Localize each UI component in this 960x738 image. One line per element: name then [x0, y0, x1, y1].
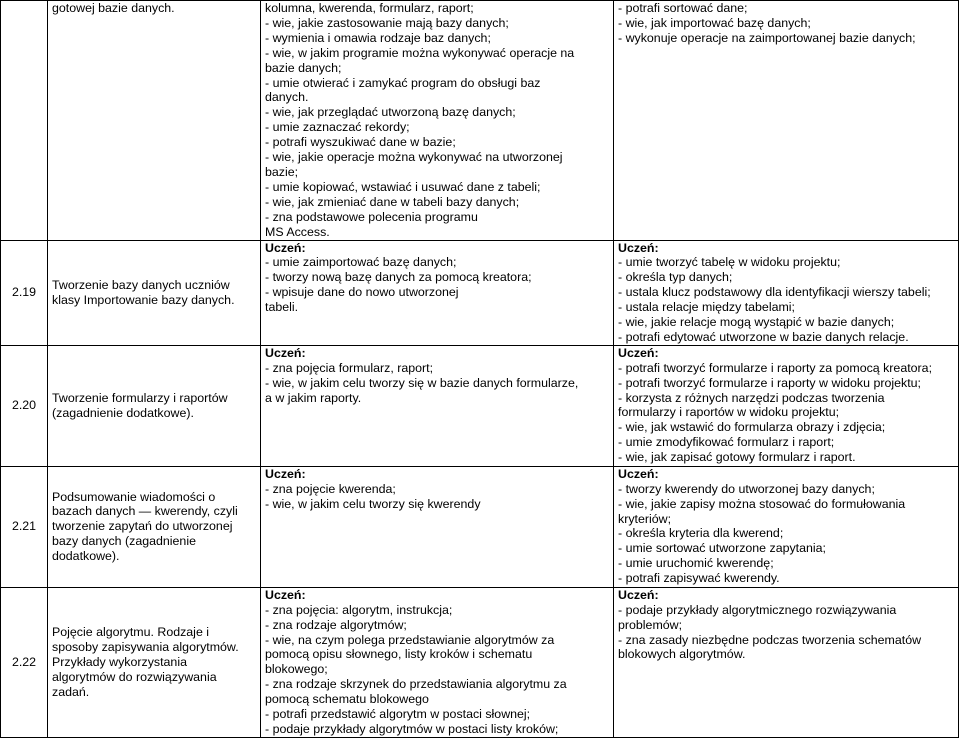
row-number: 2.20 — [1, 345, 48, 466]
topic-cell: Tworzenie bazy danych uczniów klasy Importowanie bazy danych. — [48, 240, 261, 345]
basic-requirements-cell: Uczeń: - umie zaimportować bazę danych; - tworzy nową bazę danych za pomocą kreatora; - wpisuje dane do nowo utworzonej tabeli. — [261, 240, 614, 345]
section-heading: Uczeń: — [265, 345, 306, 360]
section-heading: Uczeń: — [618, 345, 659, 360]
table-row — [1, 466, 959, 587]
section-heading: Uczeń: — [265, 466, 306, 481]
extended-requirements-cell: Uczeń: - podaje przykłady algorytmicznego rozwiązywania problemów; - zna zasady niezbędne podczas tworzenia schematów blokowych algorytmów. — [614, 587, 959, 737]
section-heading: Uczeń: — [265, 587, 306, 602]
row-number: 2.19 — [1, 240, 48, 345]
basic-requirements-cell: Uczeń: - zna pojęcie kwerenda; - wie, w jakim celu tworzy się kwerendy — [261, 466, 614, 587]
table-row — [1, 1, 959, 241]
extended-requirements-cell: - potrafi sortować dane; - wie, jak importować bazę danych; - wykonuje operacje na zaimportowanej bazie danych; — [614, 1, 959, 241]
section-heading: Uczeń: — [618, 587, 659, 602]
topic-cell: Pojęcie algorytmu. Rodzaje i sposoby zapisywania algorytmów. Przykłady wykorzystania algorytmów do rozwiązywania zadań. — [48, 587, 261, 737]
basic-requirements-cell: Uczeń: - zna pojęcia: algorytm, instrukcja; - zna rodzaje algorytmów; - wie, na czym polega przedstawianie algorytmów za pomocą opisu słownego, listy kroków i schematu blokowego; - zna rodzaje skrzynek do przedstawiania algorytmu za pomocą schematu blokowego - potrafi przedstawić algorytm w postaci słownej; - podaje przykłady algorytmów w postaci listy kroków; — [261, 587, 614, 737]
extended-requirements-cell: Uczeń: - tworzy kwerendy do utworzonej bazy danych; - wie, jakie zapisy można stosować do formułowania kryteriów; - określa kryteria dla kwerend; - umie sortować utworzone zapytania; - umie uruchomić kwerendę; - potrafi zapisywać kwerendy. — [614, 466, 959, 587]
section-heading: Uczeń: — [265, 240, 306, 255]
section-heading: Uczeń: — [618, 240, 659, 255]
basic-requirements-cell: kolumna, kwerenda, formularz, raport; - wie, jakie zastosowanie mają bazy danych; - wymienia i omawia rodzaje baz danych; - wie, w jakim programie można wykonywać operacje na bazie danych; - umie otwierać i zamykać program do obsługi baz danych. - wie, jak przeglądać utworzoną bazę danych; - umie zaznaczać rekordy; - potrafi wyszukiwać dane w bazie; - wie, jakie operacje można wykonywać na utworzonej bazie; - umie kopiować, wstawiać i usuwać dane z tabeli; - wie, jak zmieniać dane w tabeli bazy danych; - zna podstawowe polecenia programu MS Access. — [261, 1, 614, 241]
table-row — [1, 240, 959, 345]
row-number — [1, 1, 48, 241]
row-number: 2.22 — [1, 587, 48, 737]
extended-requirements-cell: Uczeń: - umie tworzyć tabelę w widoku projektu; - określa typ danych; - ustala klucz podstawowy dla identyfikacji wierszy tabeli; - ustala relacje między tabelami; - wie, jakie relacje mogą wystąpić w bazie danych; - potrafi edytować utworzone w bazie danych relacje. — [614, 240, 959, 345]
topic-cell: gotowej bazie danych. — [48, 1, 261, 241]
basic-requirements-cell: Uczeń: - zna pojęcia formularz, raport; - wie, w jakim celu tworzy się w bazie danych formularze, a w jakim raporty. — [261, 345, 614, 466]
topic-cell: Podsumowanie wiadomości o bazach danych — kwerendy, czyli tworzenie zapytań do utworzonej bazy danych (zagadnienie dodatkowe). — [48, 466, 261, 587]
table-row — [1, 587, 959, 737]
row-number: 2.21 — [1, 466, 48, 587]
table-row — [1, 345, 959, 466]
extended-requirements-cell: Uczeń: - potrafi tworzyć formularze i raporty za pomocą kreatora; - potrafi tworzyć formularze i raporty w widoku projektu; - korzysta z różnych narzędzi podczas tworzenia formularzy i raportów w widoku projektu; - wie, jak wstawić do formularza obrazy i zdjęcia; - umie zmodyfikować formularz i raport; - wie, jak zapisać gotowy formularz i raport. — [614, 345, 959, 466]
topic-cell: Tworzenie formularzy i raportów (zagadnienie dodatkowe). — [48, 345, 261, 466]
section-heading: Uczeń: — [618, 466, 659, 481]
